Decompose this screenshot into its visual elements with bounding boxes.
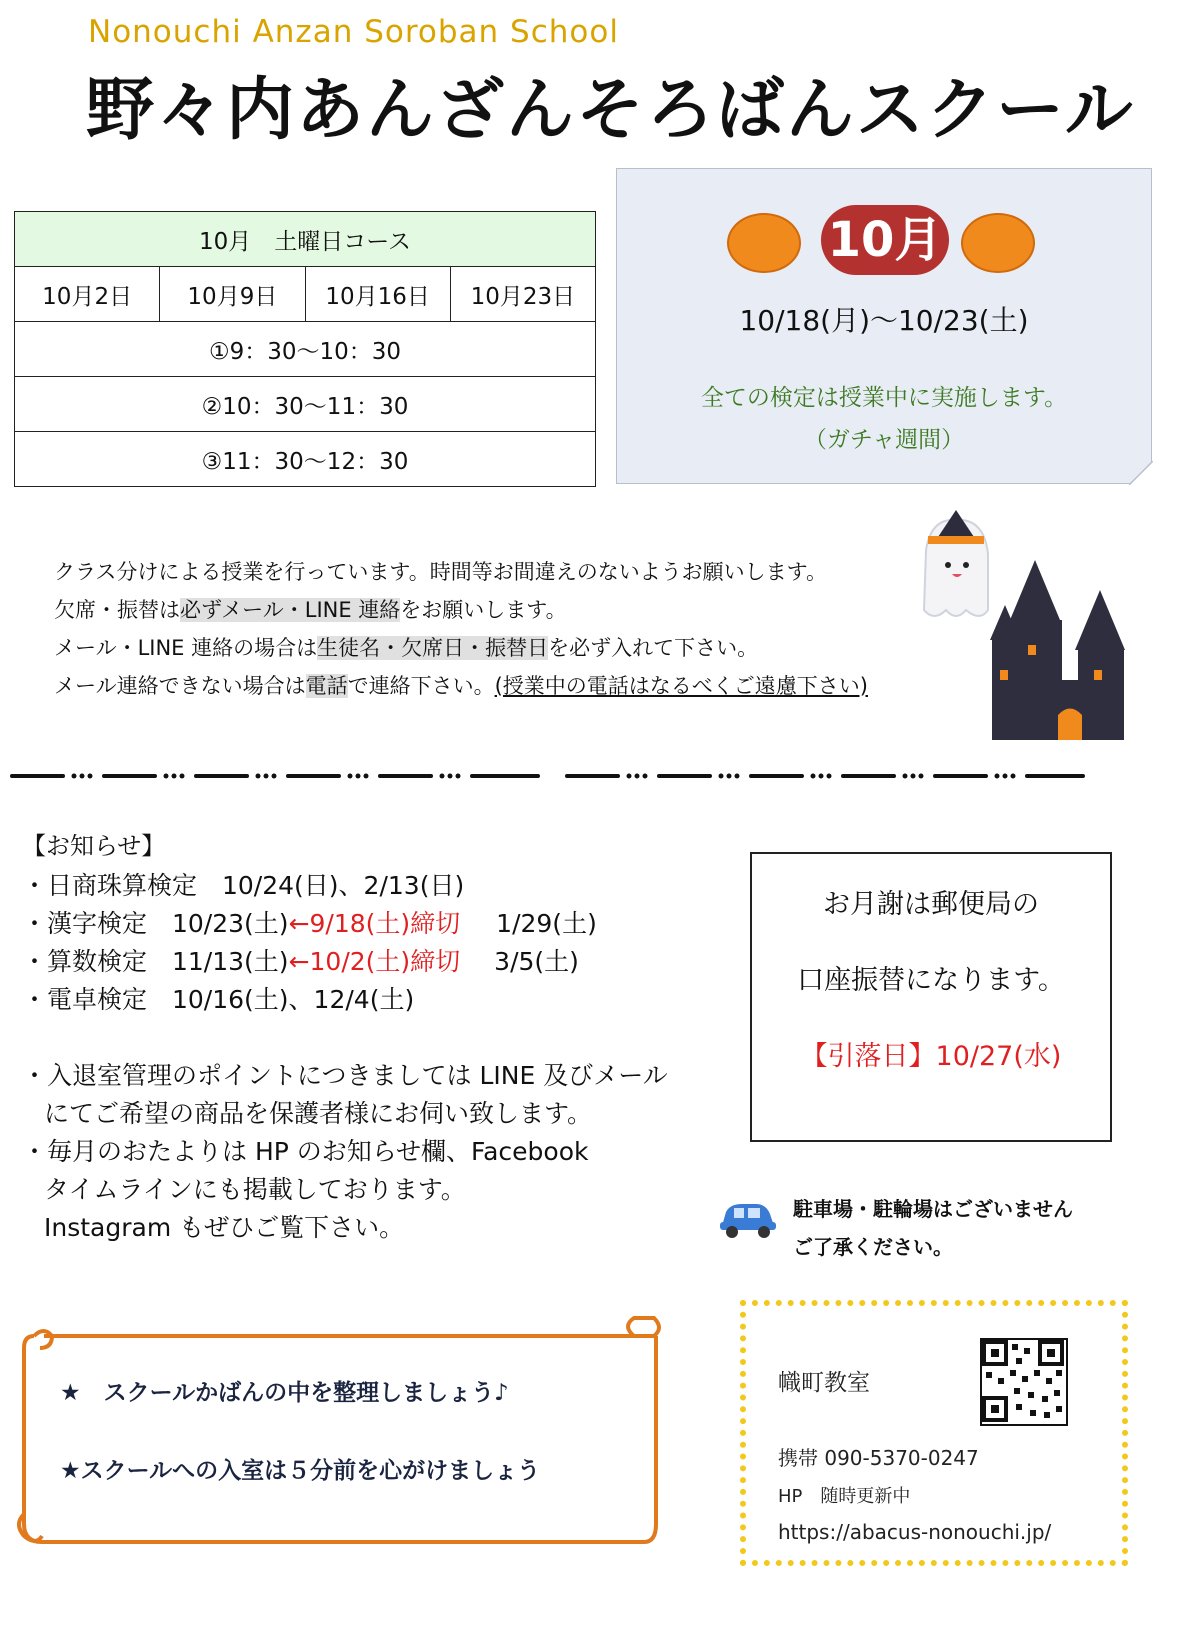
test-week-subnote: （ガチャ週間）	[803, 427, 965, 453]
notice-sansu	[22, 942, 579, 978]
test-week-dates: 10/18(月)～10/23(土)	[739, 304, 1029, 337]
fee-line: 口座振替になります。	[797, 965, 1065, 996]
phone-number: 携帯 090-5370-0247	[778, 1446, 979, 1470]
note-text: 欠席・振替は	[54, 598, 180, 622]
notice-kanji	[22, 904, 597, 940]
time-slot: ②10：30～11：30	[15, 377, 596, 432]
withdrawal-value: 10/27(水)	[935, 1041, 1062, 1072]
note-highlight: 必ずメール・LINE 連絡	[180, 598, 401, 622]
note-line	[54, 670, 868, 700]
notices-heading: 【お知らせ】	[22, 832, 166, 860]
note-highlight: 電話	[305, 674, 348, 698]
fee-box	[750, 852, 1112, 1142]
pumpkin-icon	[727, 213, 801, 273]
notice-monthly: ・毎月のおたよりは HP のお知らせ欄、Facebook	[22, 1137, 589, 1166]
notice-points-cont: にてご希望の商品を保護者様にお伺い致します。	[44, 1099, 593, 1128]
notice-text: 3/5(土)	[494, 947, 579, 976]
decorative-divider	[10, 770, 1090, 782]
fee-line: お月謝は郵便局の	[823, 889, 1039, 920]
notice-monthly-cont: Instagram もぜひご覧下さい。	[44, 1213, 405, 1242]
date-cell: 10月2日	[15, 267, 160, 322]
date-cell: 10月9日	[160, 267, 305, 322]
note-text: メール・LINE 連絡の場合は	[54, 636, 318, 660]
reminder-line: ★スクールへの入室は５分前を心がけましょう	[60, 1458, 541, 1484]
withdrawal-label: 【引落日】	[800, 1041, 936, 1072]
note-text: で連絡下さい。	[347, 674, 495, 698]
note-line	[54, 632, 758, 662]
schedule-table	[14, 211, 596, 487]
website-link[interactable]: https://abacus-nonouchi.jp/	[778, 1520, 1052, 1544]
deadline-text: ←10/2(土)締切	[288, 947, 461, 976]
car-icon	[716, 1196, 778, 1240]
note-text: メール連絡できない場合は	[54, 674, 306, 698]
note-text: をお願いします。	[400, 598, 567, 622]
castle-icon	[990, 560, 1140, 740]
notice-text: ・算数検定 11/13(土)	[22, 947, 289, 976]
classroom-name: 幟町教室	[778, 1370, 870, 1396]
qr-code-icon	[980, 1338, 1068, 1426]
notice-monthly-cont: タイムラインにも掲載しております。	[44, 1175, 466, 1204]
date-cell: 10月23日	[450, 267, 595, 322]
test-week-note: 全ての検定は授業中に実施します。	[700, 385, 1068, 411]
page-curl-icon	[1129, 461, 1153, 485]
deadline-text: ←9/18(土)締切	[288, 909, 461, 938]
notice-points: ・入退室管理のポイントにつきましては LINE 及びメール	[22, 1061, 668, 1090]
note-text: を必ず入れて下さい。	[548, 636, 759, 660]
parking-notice: 駐車場・駐輪場はございません ご了承ください。	[793, 1197, 1073, 1259]
note-highlight: 生徒名・欠席日・振替日	[317, 636, 549, 660]
month-badge: 10月	[821, 205, 949, 275]
school-title: 野々内あんざんそろばんスクール	[86, 71, 1135, 150]
contact-card	[740, 1300, 1128, 1566]
note-line: クラス分けによる授業を行っています。時間等お間違えのないようお願いします。	[54, 560, 828, 584]
course-header: 10月 土曜日コース	[15, 212, 596, 267]
pumpkin-icon	[961, 213, 1035, 273]
hp-note: HP 随時更新中	[778, 1486, 911, 1507]
scroll-banner	[14, 1314, 666, 1552]
reminder-line: ★ スクールかばんの中を整理しましょう♪	[60, 1380, 509, 1406]
notice-text: ・漢字検定 10/23(土)	[22, 909, 289, 938]
time-slot: ①9：30～10：30	[15, 322, 596, 377]
notice-text: 1/29(土)	[496, 909, 597, 938]
school-subtitle: Nonouchi Anzan Soroban School	[88, 14, 619, 50]
withdrawal-date	[752, 1034, 1110, 1073]
note-line	[54, 594, 567, 624]
time-slot: ③11：30～12：30	[15, 432, 596, 487]
notice-nissho: ・日商珠算検定 10/24(日)、2/13(日)	[22, 871, 465, 900]
notice-dentaku: ・電卓検定 10/16(土)、12/4(土)	[22, 985, 415, 1014]
note-underlined: (授業中の電話はなるべくご遠慮下さい)	[494, 674, 868, 698]
date-cell: 10月16日	[305, 267, 450, 322]
test-week-card	[616, 168, 1152, 484]
